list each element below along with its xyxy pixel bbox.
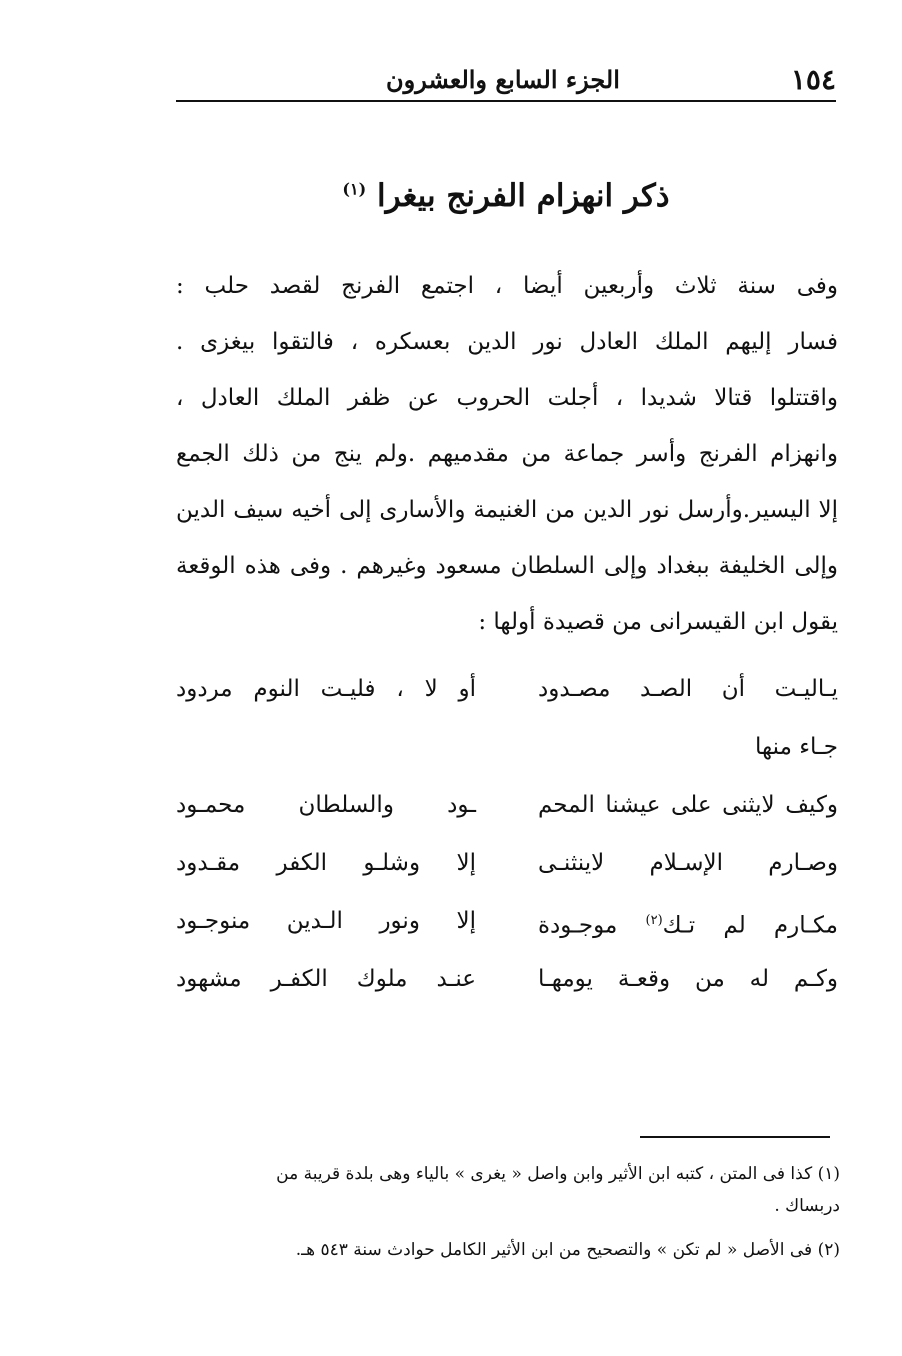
footnote-1-continuation: دربساك . — [774, 1196, 840, 1216]
verse-second-hemistich: إلا وشلـو الكفر مقـدود — [176, 850, 476, 876]
verse-first-hemistich: وصـارم الإسـلام لاينثنـى — [538, 850, 838, 876]
section-title — [176, 178, 836, 214]
verse-first-hemistich: وكـم له من وقعـة يومهـا — [538, 966, 838, 992]
footnote-rule — [640, 1136, 830, 1138]
poem-verse — [176, 776, 838, 834]
poem-verse — [176, 834, 838, 892]
verse-text: موجـودة — [538, 912, 646, 939]
footnote-1: (١) كذا فى المتن ، كتبه ابن الأثير وابن واصل « يغرى » بالياء وهى بلدة قريبة من — [276, 1164, 840, 1184]
poem-verse — [176, 660, 838, 718]
page-header — [176, 58, 836, 102]
footnote-2: (٢) فى الأصل « لم تكن » والتصحيح من ابن الأثير الكامل حوادث سنة ٥٤٣ هـ. — [295, 1240, 840, 1260]
poem-verse — [176, 950, 838, 1008]
verse-second-hemistich: إلا ونور الـدين منوجـود — [176, 908, 476, 934]
body-line: وإلى الخليفة ببغداد وإلى السلطان مسعود وغيرهم . وفى هذه الوقعة — [176, 553, 838, 579]
body-line: واقتتلوا قتالا شديدا ، أجلت الحروب عن ظفر الملك العادل ، — [176, 385, 838, 411]
footnotes — [176, 1158, 840, 1266]
verse-first-hemistich: يـاليـت أن الصـد مصـدود — [538, 676, 838, 702]
poem-verse — [176, 892, 838, 950]
verse-first-hemistich: وكيف لايثنى على عيشنا المحم — [538, 792, 838, 818]
body-line: إلا اليسير.وأرسل نور الدين من الغنيمة والأسارى إلى أخيه سيف الدين — [176, 497, 838, 523]
verse-second-hemistich: ـود والسلطان محمـود — [176, 792, 476, 818]
title-footnote-ref: (١) — [342, 179, 367, 199]
verse-text: مكـارم لم تـك — [662, 912, 838, 939]
verse-second-hemistich: أو لا ، فليـت النوم مردود — [176, 676, 476, 702]
running-title: الجزء السابع والعشرون — [386, 64, 620, 94]
page-number: ١٥٤ — [790, 62, 836, 96]
body-line: وفى سنة ثلاث وأربعين أيضا ، اجتمع الفرنج لقصد حلب : — [176, 273, 838, 299]
section-title-text: ذكر انهزام الفرنج بيغرا — [376, 178, 670, 214]
body-line: وانهزام الفرنج وأسر جماعة من مقدميهم .ولم ينج من ذلك الجمع — [176, 441, 838, 467]
verse-first-hemistich — [538, 892, 838, 950]
body-line: يقول ابن القيسرانى من قصيدة أولها : — [478, 609, 838, 635]
body-line: فسار إليهم الملك العادل نور الدين بعسكره ، فالتقوا بيغزى . — [176, 329, 838, 355]
verse-continuation: جـاء منها — [755, 734, 838, 760]
verse-second-hemistich: عنـد ملوك الكفـر مشهود — [176, 966, 476, 992]
poem — [176, 660, 838, 1008]
verse-footnote-ref: (٢) — [645, 913, 663, 928]
body-text — [176, 258, 838, 650]
